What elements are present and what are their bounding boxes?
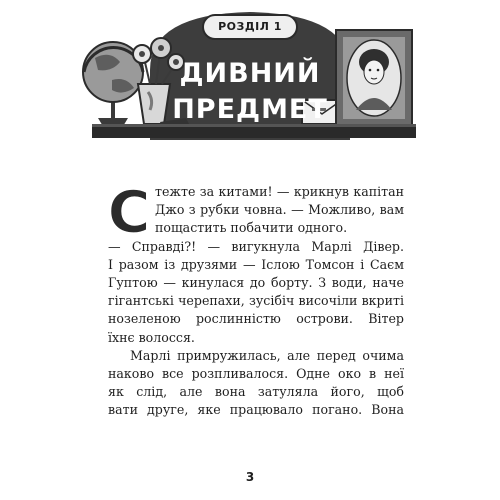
chapter-label: РОЗДІЛ 1 — [218, 20, 282, 33]
text-line-3: пощастить побачити одного. — [155, 220, 348, 236]
text-line-12: як слід, але вона затуляла його, щоб — [108, 384, 404, 400]
text-line-2: Джо з рубки човна. — Можливо, вам — [155, 202, 404, 218]
text-line-13: вати друге, яке працювало погано. Вона — [108, 402, 404, 418]
text-line-8: нозеленою рослинністю острови. Вітер — [108, 311, 404, 327]
text-line-11: наково все розпливалося. Одне око в неї — [108, 365, 404, 381]
text-line-10: Марлі примружилась, але перед очима — [130, 347, 404, 363]
drop-cap — [108, 183, 151, 237]
text-line-6: Гуптою — кинулася до борту. З води, наче — [108, 274, 404, 290]
text-line-1: тежте за китами! — крикнув капітан — [155, 184, 404, 199]
shelf — [92, 126, 416, 138]
text-line-5: І разом із друзями — Іслою Томсон і Саєм — [108, 256, 404, 272]
text-line-9: їхнє волосся. — [108, 329, 195, 345]
chapter-title-line-1: ДИВНИЙ — [179, 58, 321, 89]
text-line-4: — Справді?! — вигукнула Марлі Дівер. — [108, 238, 404, 254]
text-line-7: гігантські черепахи, зусібіч височіли вкриті — [108, 293, 404, 309]
drop-cap-letter: С — [108, 183, 151, 237]
chapter-body-text — [108, 183, 404, 419]
page-number: 3 — [245, 470, 255, 484]
chapter-title-line-2: ПРЕДМЕТ — [172, 94, 328, 125]
